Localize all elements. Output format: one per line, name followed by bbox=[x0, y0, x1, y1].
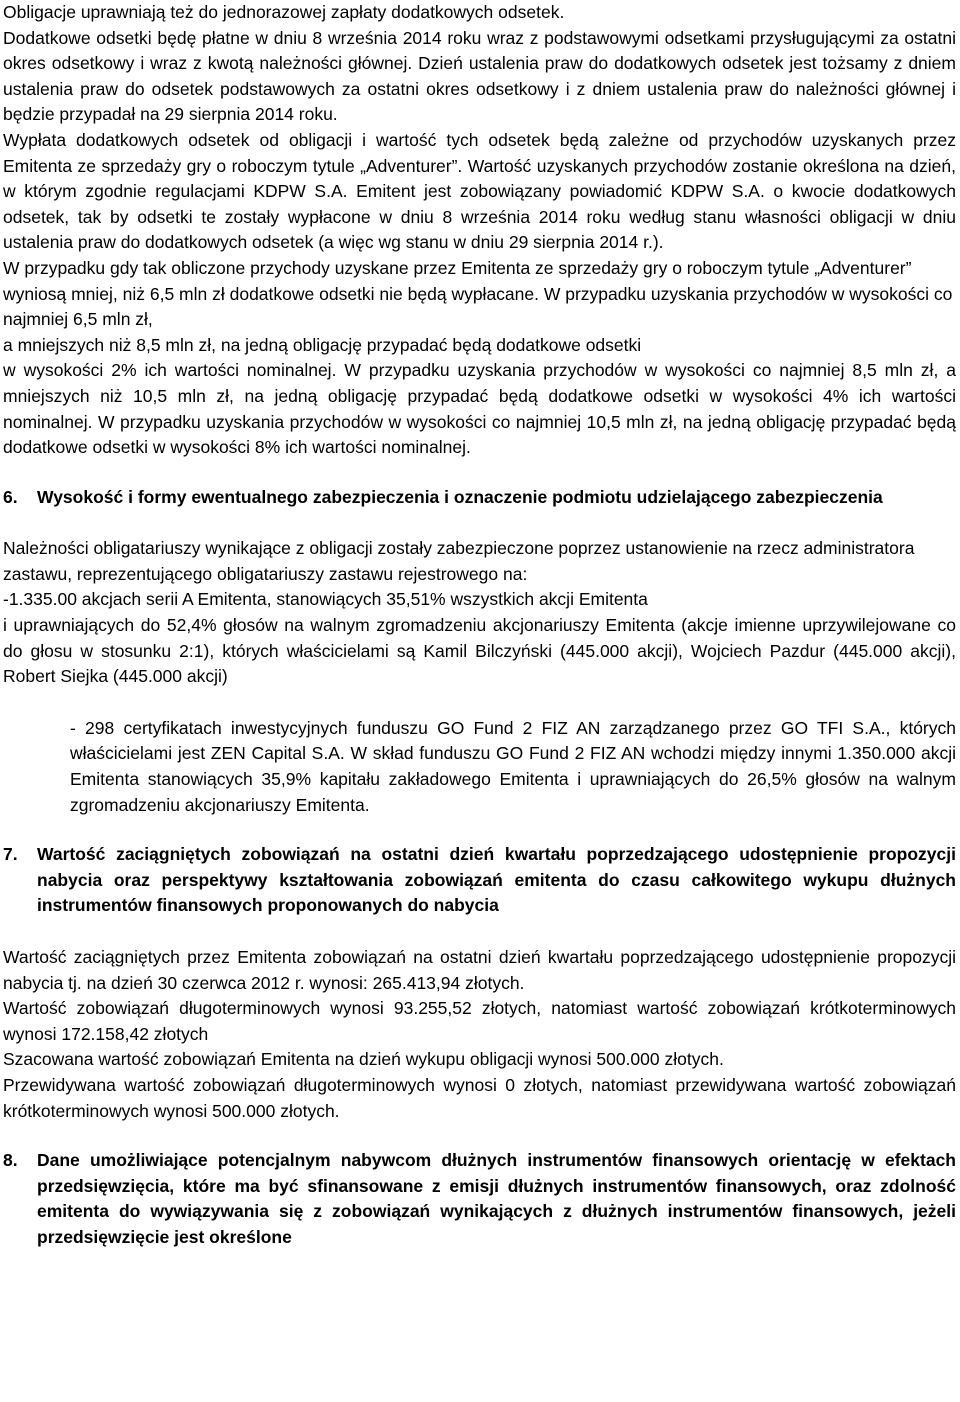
section-8-number: 8. bbox=[3, 1150, 18, 1171]
section-6-number: 6. bbox=[3, 486, 18, 507]
section-6-paragraph-2: -1.335.00 akcjach serii A Emitenta, stanowiących 35,51% wszystkich akcji Emitenta bbox=[3, 589, 648, 610]
section-7-heading bbox=[3, 842, 956, 919]
section-8-title: Dane umożliwiające potencjalnym nabywcom dłużnych instrumentów finansowych orientację w efektach przedsięwzięcia, które ma być sfinansowane z emisji dłużnych instrumentów finansowych, oraz zdolność emitenta do wywiązywania się z zobowiązań wynikających z dłużnych instrumentów finansowych, jeżeli przedsięwzięcie jest określone bbox=[37, 1150, 956, 1247]
section-7-number: 7. bbox=[3, 844, 18, 865]
section-6-bullet-item: - 298 certyfikatach inwestycyjnych funduszu GO Fund 2 FIZ AN zarządzanego przez GO TFI S.A., których właścicielami jest ZEN Capital S.A. W skład funduszu GO Fund 2 FIZ AN wchodzi między innymi 1.350.000 akcji Emitenta stanowiących 35,9% kapitału zakładowego Emitenta i uprawniających do 26,5% głosów na walnym zgromadzeniu akcjonariuszy Emitenta. bbox=[70, 717, 956, 815]
section-6-paragraph-3: i uprawniających do 52,4% głosów na walnym zgromadzeniu akcjonariuszy Emitenta (akcje imienne uprzywilejowane co do głosu w stosunku 2:1), których właścicielami są Kamil Bilczyński (445.000 akcji), Wojciech Pazdur (445.000 akcji), Robert Siejka (445.000 akcji) bbox=[3, 615, 956, 687]
paragraph-intro-4b: a mniejszych niż 8,5 mln zł, na jedną obligację przypadać będą dodatkowe odsetki bbox=[3, 334, 642, 355]
section-7-paragraph-1: Wartość zaciągniętych przez Emitenta zobowiązań na ostatni dzień kwartału poprzedzającego udostępnienie propozycji nabycia tj. na dzień 30 czerwca 2012 r. wynosi: 265.413,94 złotych. bbox=[3, 947, 956, 993]
paragraph-intro-2: Dodatkowe odsetki będę płatne w dniu 8 września 2014 roku wraz z podstawowymi odsetkami przysługującymi za ostatni okres odsetkowy i wraz z kwotą należności głównej. Dzień ustalenia praw do dodatkowych odsetek jest tożsamy z dniem ustalenia praw do odsetek podstawowych za ostatni okres odsetkowy i z dniem ustalenia praw do należności głównej i będzie przypadał na 29 sierpnia 2014 roku. bbox=[3, 27, 956, 125]
section-7-paragraph-3: Szacowana wartość zobowiązań Emitenta na dzień wykupu obligacji wynosi 500.000 złotych. bbox=[3, 1049, 724, 1070]
paragraph-intro-3: Wypłata dodatkowych odsetek od obligacji i wartość tych odsetek będą zależne od przychodów uzyskanych przez Emitenta ze sprzedaży gry o roboczym tytule „Adventurer”. Wartość uzyskanych przychodów zostanie określona na dzień, w którym zgodnie regulacjami KDPW S.A. Emitent jest zobowiązany powiadomić KDPW S.A. o kwocie dodatkowych odsetek, tak by odsetki te zostały wypłacone w dniu 8 września 2014 roku według stanu własności obligacji w dniu ustalenia praw do dodatkowych odsetek (a więc wg stanu w dniu 29 sierpnia 2014 r.). bbox=[3, 129, 956, 253]
paragraph-intro-4a: W przypadku gdy tak obliczone przychody uzyskane przez Emitenta ze sprzedaży gry o roboczym tytule „Adventurer” wyniosą mniej, niż 6,5 mln zł dodatkowe odsetki nie będą wypłacane. W przypadku uzyskania przychodów w wysokości co najmniej 6,5 mln zł, bbox=[3, 257, 953, 330]
section-8-heading bbox=[3, 1148, 956, 1250]
section-7-paragraph-2: Wartość zobowiązań długoterminowych wynosi 93.255,52 złotych, natomiast wartość zobowiązań krótkoterminowych wynosi 172.158,42 złotych bbox=[3, 998, 956, 1044]
section-6-title: Wysokość i formy ewentualnego zabezpieczenia i oznaczenie podmiotu udzielającego zabezpieczenia bbox=[37, 486, 883, 507]
section-6-heading bbox=[3, 485, 956, 511]
paragraph-intro-4c: w wysokości 2% ich wartości nominalnej. W przypadku uzyskania przychodów w wysokości co najmniej 8,5 mln zł, a mniejszych niż 10,5 mln zł, na jedną obligację przypadać będą dodatkowe odsetki w wysokości 4% ich wartości nominalnej. W przypadku uzyskania przychodów w wysokości co najmniej 10,5 mln zł, na jedną obligację przypadać będą dodatkowe odsetki w wysokości 8% ich wartości nominalnej. bbox=[3, 360, 956, 458]
section-6-paragraph-1: Należności obligatariuszy wynikające z obligacji zostały zabezpieczone poprzez ustanowienie na rzecz administratora zastawu, reprezentującego obligatariuszy zastawu rejestrowego na: bbox=[3, 538, 915, 584]
section-7-title: Wartość zaciągniętych zobowiązań na ostatni dzień kwartału poprzedzającego udostępnienie propozycji nabycia oraz perspektywy kształtowania zobowiązań emitenta do czasu całkowitego wykupu dłużnych instrumentów finansowych proponowanych do nabycia bbox=[37, 844, 956, 916]
paragraph-intro-1: Obligacje uprawniają też do jednorazowej zapłaty dodatkowych odsetek. bbox=[3, 2, 565, 22]
section-7-paragraph-4: Przewidywana wartość zobowiązań długoterminowych wynosi 0 złotych, natomiast przewidywana wartość zobowiązań krótkoterminowych wynosi 500.000 złotych. bbox=[3, 1074, 956, 1121]
